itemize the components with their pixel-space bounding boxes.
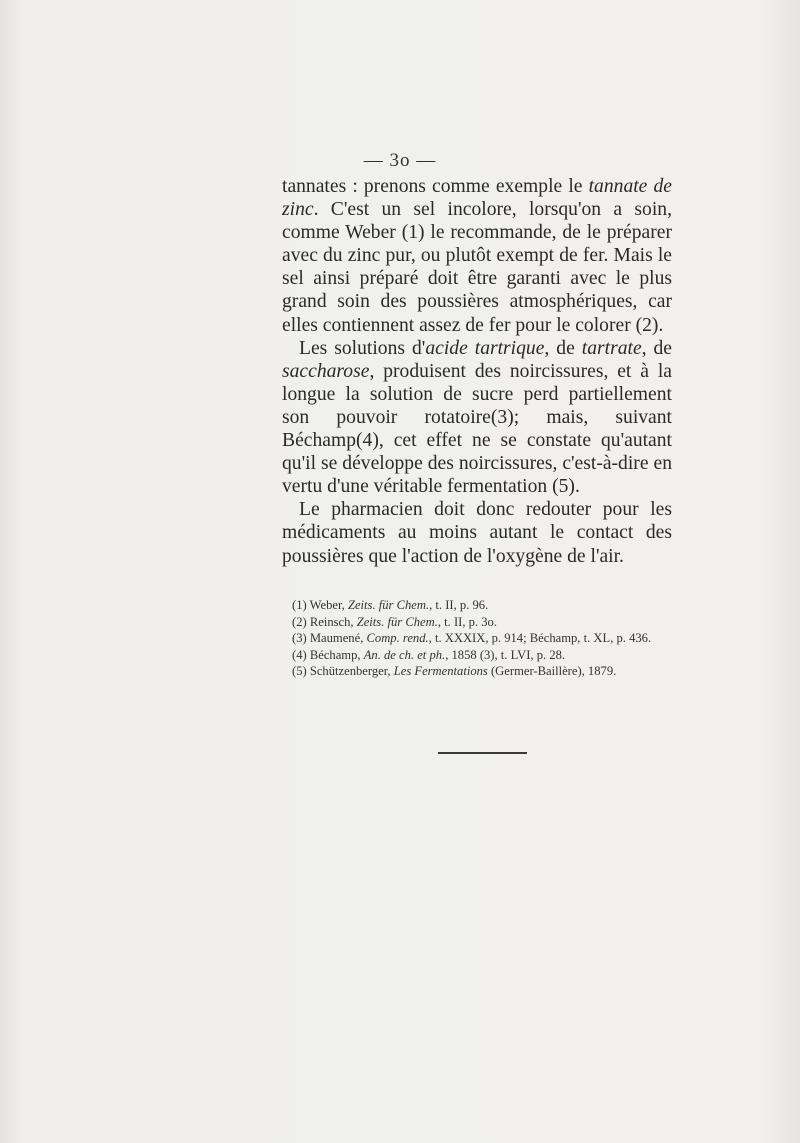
footnote-4-ref: , 1858 (3), t. LVI, p. 28. [445, 647, 566, 662]
footnote-2 [278, 614, 678, 631]
paragraph-2-italic-term-1: acide tartrique [425, 337, 545, 359]
footnote-2-author: (2) Reinsch, [292, 614, 357, 629]
footnote-3-author: (3) Maumené, [292, 631, 367, 645]
footnote-4 [278, 647, 678, 664]
paragraph-1-text-a: tannates : prenons comme exemple le [282, 176, 589, 197]
footnote-2-journal: Zeits. für Chem. [356, 614, 438, 629]
paragraph-2-italic-term-3: saccharose [282, 360, 370, 382]
footnote-1-journal: Zeits. für Chem. [347, 598, 430, 612]
paragraph-2-text-b: , de [544, 337, 582, 359]
paragraph-2-italic-term-2: tartrate [581, 337, 642, 359]
paragraph-2-text-a: Les solutions d' [299, 337, 426, 359]
footnote-1 [278, 597, 678, 614]
footnote-4-journal: An. de ch. et ph. [363, 647, 446, 662]
paragraph-3: Le pharmacien doit donc redouter pour les médicaments au moins autant le contact des poussières que l'action de l'oxygène de l'air. [282, 499, 672, 567]
page-number: — 3o — [363, 150, 437, 171]
paragraph-1-italic-term: tannate de zinc [282, 176, 672, 221]
footnote-3 [278, 630, 678, 647]
paragraph-2 [282, 337, 672, 499]
footnote-5-book: Les Fermentations [393, 664, 488, 678]
footnote-5 [278, 663, 678, 680]
footnote-1-author: (1) Weber, [292, 598, 348, 612]
body-text [282, 175, 672, 568]
footnote-2-ref: , t. II, p. 3o. [437, 614, 497, 629]
footnote-5-ref: (Germer-Baillère), 1879. [487, 664, 617, 678]
end-rule [438, 752, 527, 754]
footnotes [278, 597, 678, 680]
paragraph-1 [282, 175, 672, 337]
footnote-4-author: (4) Béchamp, [292, 647, 364, 662]
footnote-5-author: (5) Schützenberger, [292, 664, 394, 678]
footnote-1-ref: , t. II, p. 96. [429, 598, 489, 612]
paragraph-2-text-c: , de [641, 337, 673, 359]
footnote-3-journal: Comp. rend. [366, 631, 429, 645]
paragraph-2-text-d: , produisent des noircissures, et à la longue la solution de sucre perd partiellement son pouvoir rotatoire(3); mais, suivant Béchamp(4), cet effet ne se constate qu'autant qu'il se développe des noircissures, c'est-à-dire en vertu d'une véritable fermentation (5). [282, 360, 672, 498]
footnote-3-ref: , t. XXXIX, p. 914; Béchamp, t. XL, p. 436. [428, 631, 652, 645]
paragraph-1-text-b: . C'est un sel incolore, lorsqu'on a soin, comme Weber (1) le recommande, de le préparer avec du zinc pur, ou plutôt exempt de fer. Mais le sel ainsi préparé doit être garanti avec le plus grand soin des poussières atmosphériques, car elles contiennent assez de fer pour le colorer (2). [282, 199, 672, 336]
